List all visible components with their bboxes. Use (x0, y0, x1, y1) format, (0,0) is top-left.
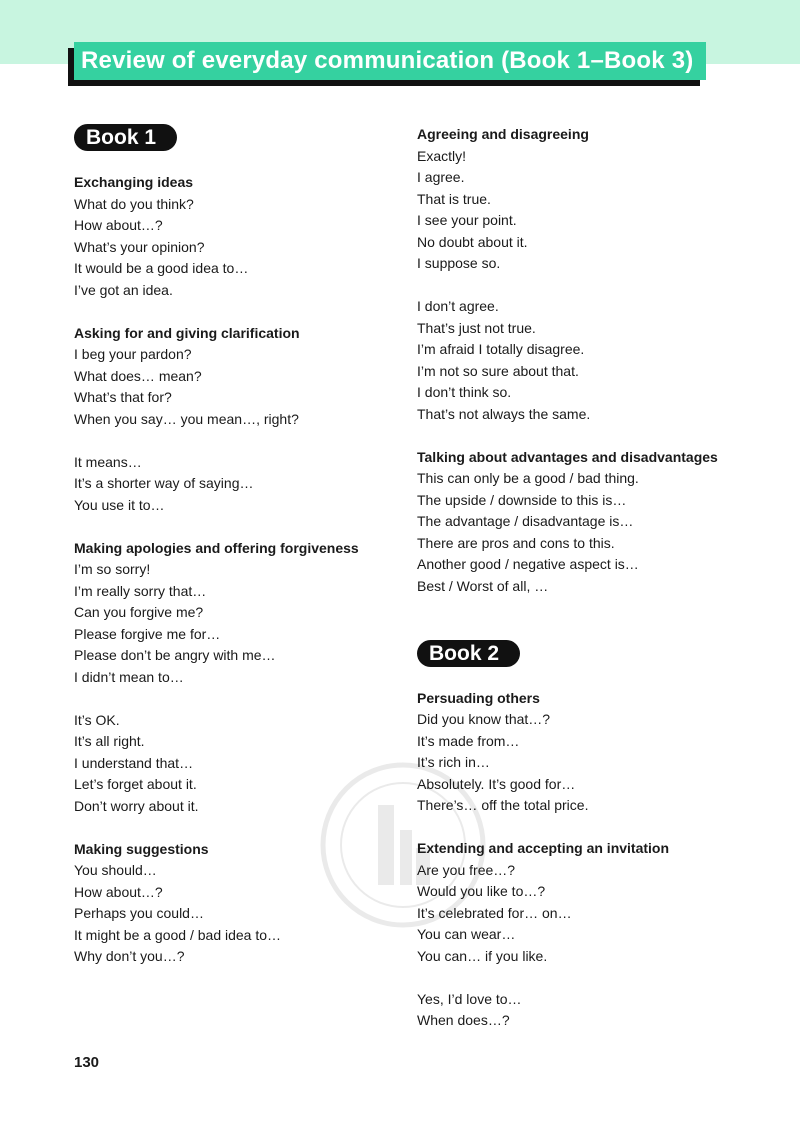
phrase-line: I didn’t mean to… (74, 668, 184, 685)
phrase-line: What does… mean? (74, 367, 202, 384)
phrase-line: Did you know that…? (417, 711, 551, 727)
phrase-line: It’s a shorter way of saying… (74, 475, 254, 491)
phrase-line: It’s all right. (74, 733, 145, 749)
book-1-label: Book 1 (74, 124, 177, 151)
phrase-line: I see your point. (417, 212, 517, 228)
phrase-line: I don’t agree. (417, 298, 499, 314)
section-heading: Making apologies and offering forgiveness (74, 539, 359, 556)
phrase-section (417, 838, 777, 1032)
phrase-line: You should… (74, 862, 157, 878)
left-sections (74, 172, 414, 968)
phrase-line: Can you forgive me? (74, 604, 204, 620)
phrase-section (417, 447, 777, 598)
group-gap (74, 688, 414, 710)
phrase-line: I suppose so. (417, 255, 501, 271)
phrase-section (74, 839, 414, 968)
section-heading: Persuading others (417, 689, 540, 706)
phrase-line: You use it to… (74, 496, 165, 513)
phrase-line: It means… (74, 453, 142, 470)
phrase-line: This can only be a good / bad thing. (417, 470, 639, 486)
page-title: Review of everyday communication (Book 1–Book 3) (81, 47, 694, 74)
right-top-sections (417, 124, 777, 597)
phrase-line: What’s your opinion? (74, 238, 205, 255)
phrase-line: Best / Worst of all, … (417, 577, 549, 594)
phrase-line: When does…? (417, 1012, 510, 1028)
phrase-line: Yes, I’d love to… (417, 990, 522, 1007)
phrase-line: I’ve got an idea. (74, 281, 173, 298)
phrase-line: Perhaps you could… (74, 905, 204, 921)
phrase-section (74, 538, 414, 818)
phrase-line: I’m not so sure about that. (417, 362, 579, 379)
phrase-line: I’m so sorry! (74, 561, 151, 577)
phrase-line: It’s made from… (417, 732, 520, 749)
phrase-line: I understand that… (74, 754, 194, 771)
phrase-line: I agree. (417, 169, 465, 185)
section-heading: Talking about advantages and disadvantages (417, 448, 718, 465)
phrase-line: I’m really sorry that… (74, 582, 207, 599)
phrase-line: That’s not always the same. (417, 405, 591, 422)
group-gap (74, 430, 414, 452)
phrase-section (417, 124, 777, 425)
right-bottom-sections (417, 688, 777, 1032)
phrase-line: How about…? (74, 883, 163, 900)
phrase-line: You can wear… (417, 926, 516, 942)
page-number: 130 (74, 1054, 100, 1071)
phrase-line: That’s just not true. (417, 319, 536, 336)
phrase-line: I beg your pardon? (74, 346, 192, 362)
phrase-line: Another good / negative aspect is… (417, 556, 639, 572)
section-heading: Agreeing and disagreeing (417, 126, 589, 142)
section-heading: Extending and accepting an invitation (417, 840, 670, 856)
group-gap (417, 967, 777, 989)
spacer (417, 619, 777, 640)
phrase-line: It’s celebrated for… on… (417, 904, 572, 921)
group-gap (417, 275, 777, 297)
phrase-line: Please forgive me for… (74, 625, 221, 642)
phrase-line: The advantage / disadvantage is… (417, 513, 634, 529)
phrase-line: You can… if you like. (417, 947, 548, 964)
phrase-line: I’m afraid I totally disagree. (417, 341, 585, 357)
phrase-section (74, 172, 414, 301)
right-column (417, 124, 777, 1053)
section-heading: Making suggestions (74, 840, 209, 857)
phrase-line: It’s OK. (74, 711, 120, 728)
phrase-line: Are you free…? (417, 861, 516, 878)
phrase-line: It might be a good / bad idea to… (74, 926, 282, 943)
phrase-line: I don’t think so. (417, 384, 512, 400)
section-heading: Exchanging ideas (74, 174, 194, 190)
phrase-line: What’s that for? (74, 389, 172, 405)
book-2-label: Book 2 (417, 640, 520, 667)
phrase-section (417, 688, 777, 817)
phrase-line: The upside / downside to this is… (417, 491, 627, 508)
phrase-line: Exactly! (417, 147, 467, 164)
phrase-line: Let’s forget about it. (74, 776, 197, 792)
left-column (74, 124, 414, 989)
phrase-line: It would be a good idea to… (74, 260, 249, 276)
section-heading: Asking for and giving clarification (74, 324, 300, 341)
phrase-line: There’s… off the total price. (417, 797, 589, 813)
phrase-section (74, 323, 414, 517)
phrase-line: Absolutely. It’s good for… (417, 775, 576, 792)
phrase-line: It’s rich in… (417, 754, 490, 770)
phrase-line: There are pros and cons to this. (417, 534, 615, 551)
phrase-line: What do you think? (74, 195, 194, 212)
phrase-line: That is true. (417, 190, 491, 207)
phrase-line: How about…? (74, 217, 163, 233)
phrase-line: No doubt about it. (417, 233, 528, 250)
phrase-line: Would you like to…? (417, 883, 546, 899)
phrase-line: When you say… you mean…, right? (74, 410, 299, 427)
phrase-line: Please don’t be angry with me… (74, 647, 276, 663)
phrase-line: Why don’t you…? (74, 948, 185, 964)
phrase-line: Don’t worry about it. (74, 797, 199, 814)
title-bar (74, 42, 706, 80)
